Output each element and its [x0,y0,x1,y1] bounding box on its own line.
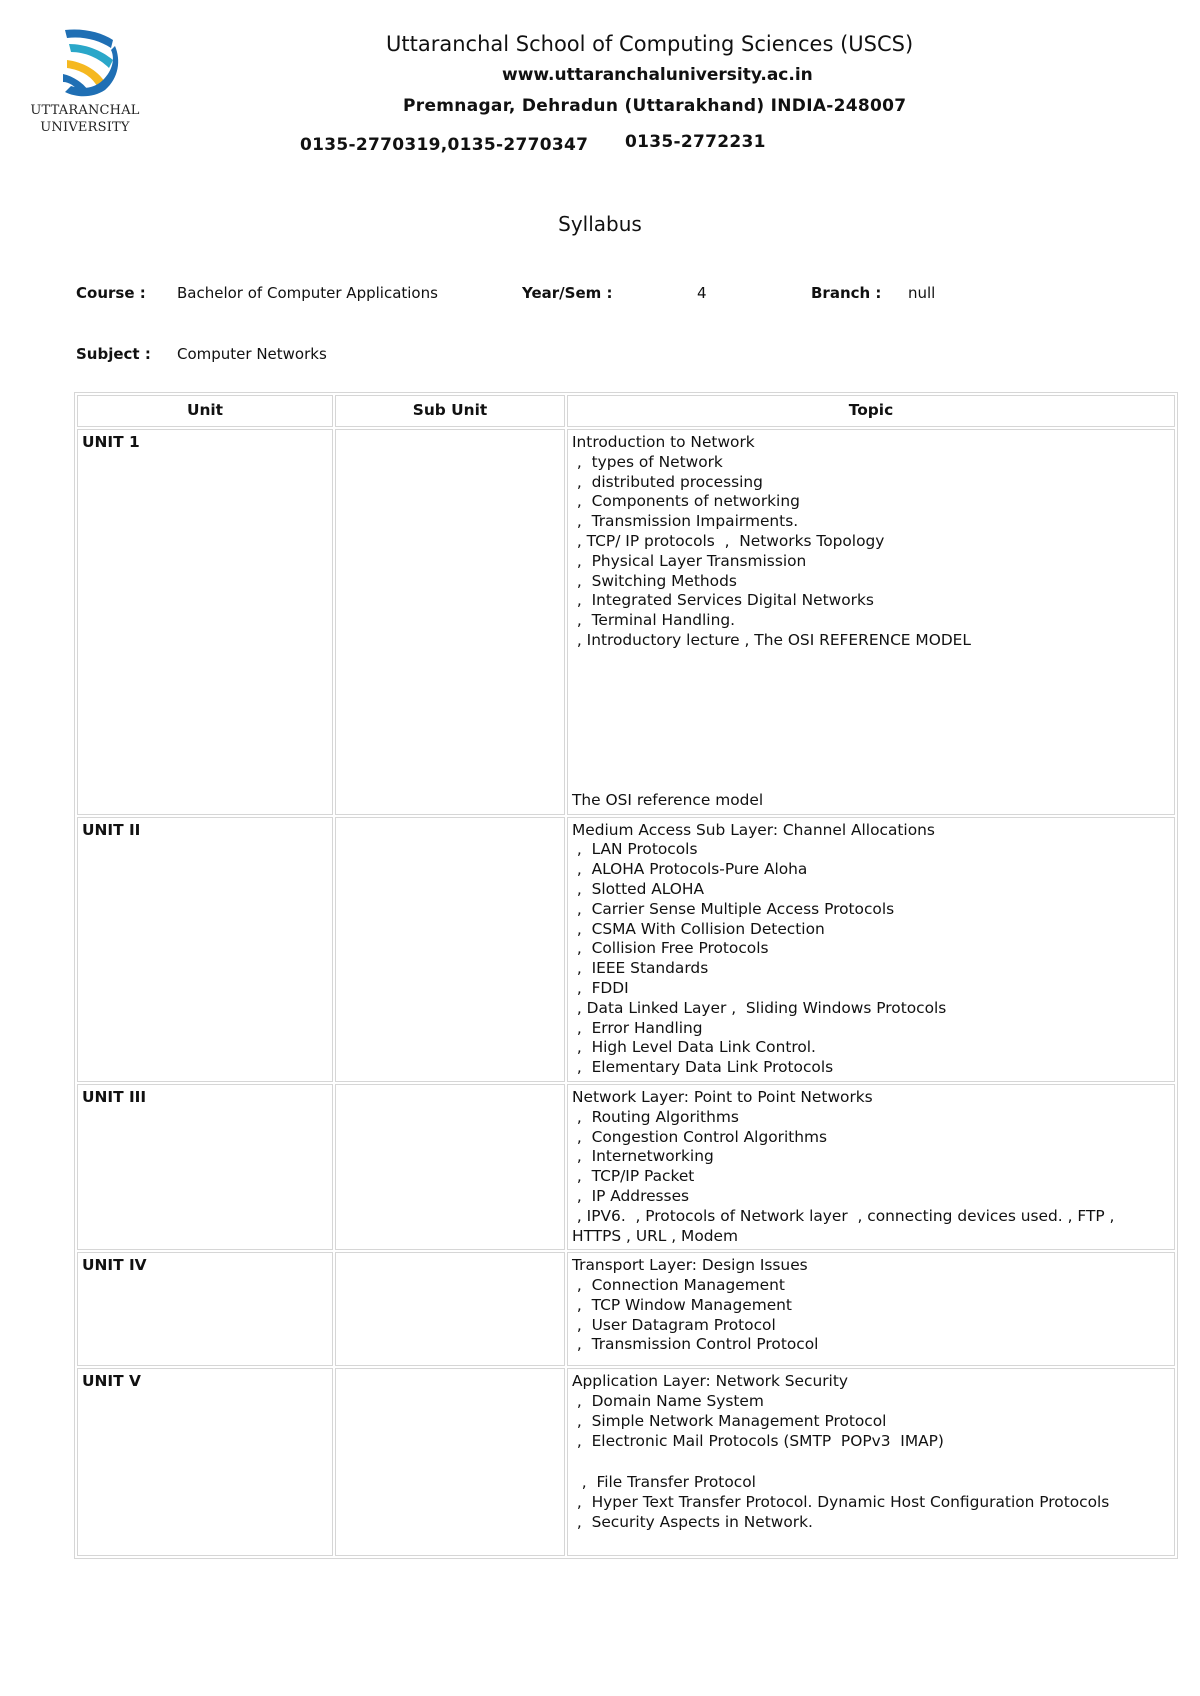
website-link[interactable]: www.uttaranchaluniversity.ac.in [502,65,813,85]
topic-line: HTTPS , URL , Modem [572,1226,738,1245]
branch-value: null [908,284,936,302]
topic-line: , CSMA With Collision Detection [572,919,825,938]
topic-cell [567,1252,1175,1366]
topic-line: , Domain Name System [572,1392,764,1411]
sub-unit-cell [335,817,565,1082]
unit-cell: UNIT 1 [77,429,333,815]
topic-line: , Integrated Services Digital Networks [572,591,874,610]
table-row [77,1368,1175,1556]
column-header-sub-unit: Sub Unit [335,395,565,427]
table-row [77,817,1175,1082]
column-header-unit: Unit [77,395,333,427]
topic-spacer [572,1451,1170,1473]
university-logo [20,26,150,136]
school-title: Uttaranchal School of Computing Sciences (USCS) [386,32,914,56]
topic-line: , Security Aspects in Network. [572,1513,813,1532]
topic-line: , Components of networking [572,492,800,511]
unit-cell: UNIT III [77,1084,333,1250]
topic-line: , TCP Window Management [572,1295,792,1314]
column-header-topic: Topic [567,395,1175,427]
topic-line: , Connection Management [572,1276,785,1295]
topic-line: , FDDI [572,978,629,997]
logo-line-1: UTTARANCHAL [30,103,140,118]
unit-cell: UNIT V [77,1368,333,1556]
table-row [77,1084,1175,1250]
fax-number: 0135-2772231 [625,132,766,152]
topic-line: , Transmission Control Protocol [572,1335,819,1354]
topic-line: , Data Linked Layer , Sliding Windows Protocols [572,998,947,1017]
yearsem-label: Year/Sem : [522,284,613,302]
topic-line: , Introductory lecture , The OSI REFERENCE MODEL [572,630,971,649]
sub-unit-cell [335,1368,565,1556]
topic-line: , Electronic Mail Protocols (SMTP POPv3 IMAP) [572,1431,944,1450]
topic-line: The OSI reference model [572,790,764,809]
topic-line: , Error Handling [572,1018,703,1037]
topic-line: , TCP/ IP protocols , Networks Topology [572,531,885,550]
topic-line: , Terminal Handling. [572,611,735,630]
phone-numbers: 0135-2770319,0135-2770347 [300,135,589,155]
topic-spacer [572,651,1170,791]
topic-line: , Transmission Impairments. [572,512,799,531]
topic-cell [567,1084,1175,1250]
topic-line: , IEEE Standards [572,959,709,978]
topic-line: , types of Network [572,452,723,471]
topic-line: Introduction to Network [572,433,755,451]
topic-line: , User Datagram Protocol [572,1315,776,1334]
topic-line: , Switching Methods [572,571,737,590]
topic-line: , IPV6. , Protocols of Network layer , connecting devices used. , FTP , [572,1206,1115,1225]
topic-line: Transport Layer: Design Issues [572,1256,808,1275]
topic-line: , High Level Data Link Control. [572,1038,816,1057]
sub-unit-cell [335,429,565,815]
topic-line: , distributed processing [572,472,763,491]
topic-line: , Physical Layer Transmission [572,551,807,570]
topic-line: , Hyper Text Transfer Protocol. Dynamic Host Configuration Protocols [572,1493,1110,1512]
sub-unit-cell [335,1252,565,1366]
topic-line: , Slotted ALOHA [572,879,704,898]
topic-cell [567,817,1175,1082]
subject-label: Subject : [76,345,151,363]
topic-line: , File Transfer Protocol [572,1473,756,1492]
topic-line: , Carrier Sense Multiple Access Protocols [572,899,895,918]
yearsem-value: 4 [697,284,707,302]
topic-line: Medium Access Sub Layer: Channel Allocations [572,820,935,839]
table-header-row [77,395,1175,427]
course-label: Course : [76,284,146,302]
topic-cell [567,429,1175,815]
unit-cell: UNIT II [77,817,333,1082]
topic-line: , IP Addresses [572,1186,690,1205]
course-value: Bachelor of Computer Applications [177,284,438,302]
unit-cell: UNIT IV [77,1252,333,1366]
topic-line: , ALOHA Protocols-Pure Aloha [572,860,808,879]
uttaranchal-university-logo-icon [43,26,127,102]
branch-label: Branch : [811,284,882,302]
syllabus-table [74,392,1178,1559]
subject-value: Computer Networks [177,345,327,363]
topic-line: , TCP/IP Packet [572,1167,695,1186]
topic-line: , Internetworking [572,1147,714,1166]
topic-line: , LAN Protocols [572,840,698,859]
topic-line: , Collision Free Protocols [572,939,769,958]
topic-cell [567,1368,1175,1556]
address: Premnagar, Dehradun (Uttarakhand) INDIA-248007 [403,96,907,116]
page-title: Syllabus [558,212,642,236]
topic-line: , Elementary Data Link Protocols [572,1058,834,1077]
topic-line: Application Layer: Network Security [572,1372,848,1391]
topic-line: , Congestion Control Algorithms [572,1127,828,1146]
topic-line: , Simple Network Management Protocol [572,1411,887,1430]
table-row [77,429,1175,815]
topic-line: , Routing Algorithms [572,1107,739,1126]
sub-unit-cell [335,1084,565,1250]
table-row [77,1252,1175,1366]
logo-line-2: UNIVERSITY [40,120,130,135]
topic-line: Network Layer: Point to Point Networks [572,1087,873,1106]
